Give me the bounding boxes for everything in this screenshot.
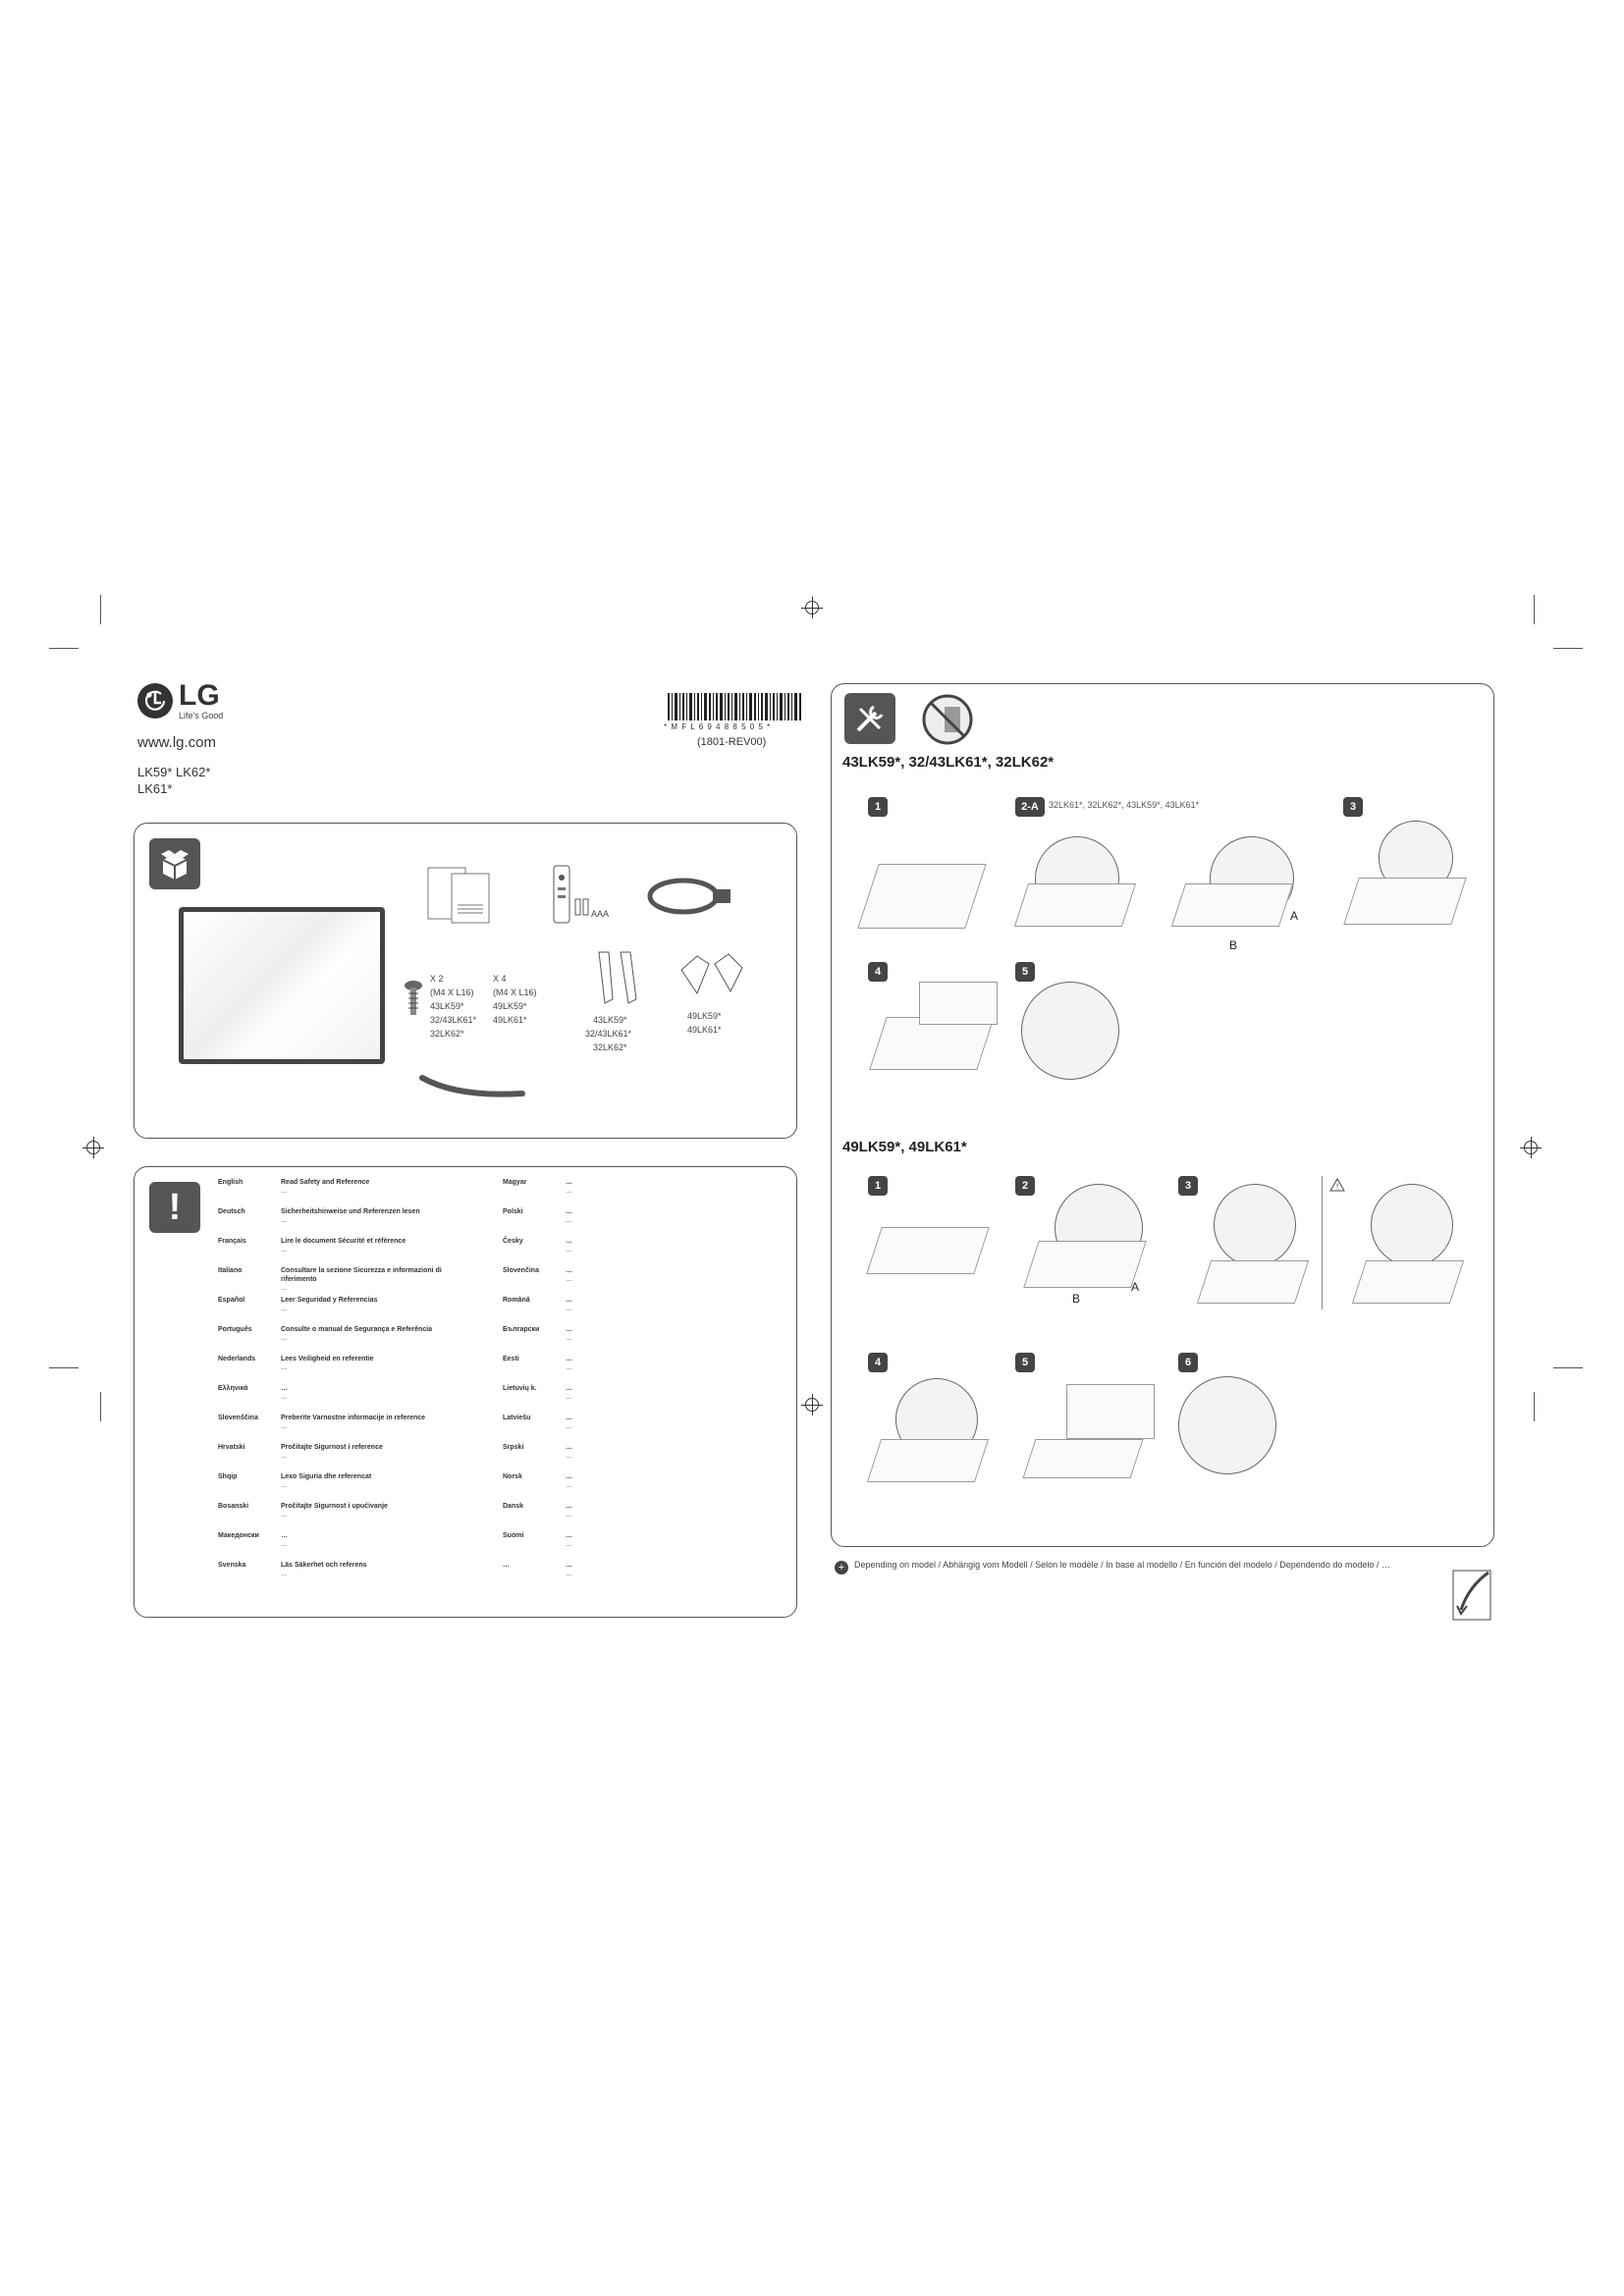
language-heading: … — [566, 1444, 572, 1451]
language-text — [281, 1384, 477, 1402]
registration-mark — [805, 601, 819, 614]
safety-language-row — [218, 1355, 473, 1382]
screw-b-model: 49LK59* — [493, 1001, 527, 1011]
stand-b-model: 49LK59* — [687, 1011, 722, 1021]
prohibited-icon — [921, 693, 974, 746]
language-heading: Läs Säkerhet och referens — [281, 1562, 367, 1569]
screw-a-spec: (M4 X L16) — [430, 988, 474, 997]
language-name: Ελληνικά — [218, 1385, 248, 1392]
language-body: … — [566, 1276, 572, 1283]
language-name: Suomi — [503, 1532, 524, 1539]
safety-language-row — [218, 1237, 473, 1264]
info-plus-icon: + — [835, 1561, 848, 1575]
stand-b-illustration — [677, 950, 746, 1004]
language-heading: Pročitajte Sigurnost i reference — [281, 1444, 383, 1451]
model-list-2: LK61* — [137, 781, 173, 796]
language-body: … — [281, 1364, 288, 1371]
safety-language-row — [503, 1384, 758, 1412]
step-number: 5 — [1015, 962, 1035, 982]
stand-b-model: 49LK61* — [687, 1025, 722, 1035]
brand-name: LG — [179, 679, 220, 712]
language-heading: Sicherheitshinweise und Referenzen lesen — [281, 1208, 420, 1215]
cable-holder-illustration — [418, 1072, 526, 1106]
language-heading: … — [566, 1326, 572, 1333]
language-body: … — [566, 1217, 572, 1224]
language-text — [281, 1531, 477, 1549]
language-text — [566, 1472, 762, 1490]
crop-mark — [100, 595, 101, 624]
section1-title: 43LK59*, 32/43LK61*, 32LK62* — [842, 754, 1055, 771]
language-body: … — [566, 1512, 572, 1519]
language-body: … — [281, 1285, 288, 1292]
step-number: 1 — [868, 1176, 888, 1196]
warning-icon-box — [149, 1182, 200, 1233]
step-number: 2 — [1015, 1176, 1035, 1196]
step-1-illustration — [857, 864, 986, 929]
step-number: 3 — [1343, 797, 1363, 817]
language-name: Slovenčina — [503, 1267, 539, 1274]
language-text — [281, 1502, 477, 1520]
language-name: … — [503, 1562, 510, 1569]
safety-language-row — [218, 1443, 473, 1470]
language-heading: … — [566, 1208, 572, 1215]
safety-language-row — [503, 1237, 758, 1264]
screw-a-model: 32/43LK61* — [430, 1015, 477, 1025]
safety-language-row — [218, 1472, 473, 1500]
label-a: A — [1290, 909, 1299, 923]
language-name: Français — [218, 1238, 246, 1245]
language-text — [281, 1561, 477, 1578]
box-contents-icon — [149, 838, 200, 889]
barcode-graphic — [668, 693, 805, 721]
language-body: … — [281, 1482, 288, 1489]
language-name: Česky — [503, 1238, 523, 1245]
stand-a-model: 43LK59* — [593, 1015, 627, 1025]
language-name: Română — [503, 1297, 530, 1304]
language-text — [566, 1266, 762, 1284]
label-b-2: B — [1072, 1292, 1081, 1306]
barcode — [668, 693, 805, 721]
manuals-illustration — [426, 866, 495, 930]
language-heading: … — [566, 1415, 572, 1421]
safety-language-row — [503, 1472, 758, 1500]
step-4-tv — [919, 982, 998, 1025]
registration-mark — [1524, 1141, 1538, 1154]
s2-step-6-illustration — [1178, 1376, 1276, 1474]
s2-step-3a-base — [1197, 1260, 1309, 1304]
language-text — [566, 1414, 762, 1431]
cable-holder-icon — [418, 1072, 526, 1101]
language-heading: … — [566, 1385, 572, 1392]
language-name: Italiano — [218, 1267, 243, 1274]
language-name: Lietuvių k. — [503, 1385, 537, 1392]
stand-a-model: 32LK62* — [593, 1042, 627, 1052]
language-text — [566, 1531, 762, 1549]
language-name: English — [218, 1179, 244, 1186]
brand-tagline: Life's Good — [179, 711, 224, 721]
language-text — [566, 1443, 762, 1461]
language-name: Eesti — [503, 1356, 519, 1362]
language-text — [281, 1472, 477, 1490]
no-wall-icon — [921, 693, 974, 751]
language-name: Македонски — [218, 1532, 259, 1539]
screw-b-model: 49LK61* — [493, 1015, 527, 1025]
language-body: … — [281, 1217, 288, 1224]
language-heading: Consultare la sezione Sicurezza e informazioni di riferimento — [281, 1267, 442, 1283]
safety-language-row — [218, 1502, 473, 1529]
crop-mark — [49, 648, 79, 649]
safety-language-row — [218, 1178, 473, 1205]
language-text — [566, 1355, 762, 1372]
lg-logo-icon — [135, 681, 175, 721]
s2-step-1-illustration — [866, 1227, 990, 1274]
language-text — [281, 1207, 477, 1225]
language-body: … — [281, 1423, 288, 1430]
screw-icon — [403, 980, 424, 1019]
step-number: 5 — [1015, 1353, 1035, 1372]
safety-language-row — [218, 1266, 473, 1294]
step-2a-base — [1014, 883, 1136, 927]
crop-mark — [1534, 595, 1535, 624]
step-5-illustration — [1021, 982, 1119, 1080]
language-heading: … — [566, 1238, 572, 1245]
battery-label: AAA — [591, 909, 610, 919]
language-name: Dansk — [503, 1503, 524, 1510]
language-heading: Leer Seguridad y Referencias — [281, 1297, 378, 1304]
language-heading: Consulte o manual de Segurança e Referência — [281, 1326, 433, 1333]
language-text — [281, 1178, 477, 1196]
s2-step-5-tv — [1066, 1384, 1155, 1439]
stand-a-model: 32/43LK61* — [585, 1029, 632, 1039]
language-body: … — [281, 1453, 288, 1460]
language-heading: Lexo Siguria dhe referencat — [281, 1473, 372, 1480]
safety-language-row — [218, 1384, 473, 1412]
caution-icon — [1329, 1178, 1345, 1192]
crop-mark — [1553, 648, 1583, 649]
language-heading: Read Safety and Reference — [281, 1179, 370, 1186]
safety-language-row — [503, 1178, 758, 1205]
language-text — [566, 1237, 762, 1255]
step-number: 4 — [868, 1353, 888, 1372]
language-name: Slovenščina — [218, 1415, 258, 1421]
screw-a-qty: X 2 — [430, 974, 444, 984]
screwdriver-wrench-icon — [852, 701, 888, 736]
stand-leg-icon — [593, 950, 642, 1005]
step-number: 1 — [868, 797, 888, 817]
language-heading: … — [566, 1179, 572, 1186]
language-body: … — [566, 1188, 572, 1195]
language-text — [566, 1384, 762, 1402]
language-body: … — [281, 1306, 288, 1312]
step-number: 3 — [1178, 1176, 1198, 1196]
tv-illustration — [179, 907, 385, 1064]
power-cord-illustration — [644, 872, 742, 926]
divider-line — [1322, 1176, 1323, 1309]
language-text — [566, 1325, 762, 1343]
safety-language-row — [503, 1355, 758, 1382]
exclamation-icon: ! — [168, 1186, 182, 1228]
step-3-base — [1343, 878, 1467, 925]
language-text — [566, 1207, 762, 1225]
safety-language-row — [503, 1561, 758, 1588]
safety-language-row — [218, 1531, 473, 1559]
screw-b-qty: X 4 — [493, 974, 507, 984]
language-body: … — [566, 1247, 572, 1254]
safety-language-row — [503, 1207, 758, 1235]
language-name: Norsk — [503, 1473, 522, 1480]
language-heading: … — [566, 1562, 572, 1569]
crop-mark — [1534, 1392, 1535, 1421]
language-text — [281, 1414, 477, 1431]
screw-a-model: 32LK62* — [430, 1029, 464, 1039]
language-heading: … — [566, 1503, 572, 1510]
manual-icon — [426, 866, 495, 925]
language-text — [281, 1325, 477, 1343]
s2-step-5-base — [1023, 1439, 1144, 1478]
crop-mark — [100, 1392, 101, 1421]
language-name: Deutsch — [218, 1208, 245, 1215]
language-heading: … — [281, 1532, 288, 1539]
lg-logo — [135, 681, 175, 725]
language-body: … — [566, 1541, 572, 1548]
language-body: … — [566, 1571, 572, 1577]
language-body: … — [281, 1188, 288, 1195]
stand-base-icon — [677, 950, 746, 999]
language-text — [566, 1296, 762, 1313]
language-text — [281, 1237, 477, 1255]
screw-icon-wrap — [403, 980, 424, 1024]
safety-language-row — [503, 1266, 758, 1294]
language-body: … — [566, 1423, 572, 1430]
step-2a-note: 32LK61*, 32LK62*, 43LK59*, 43LK61* — [1049, 800, 1200, 810]
language-name: Български — [503, 1326, 540, 1333]
language-name: Srpski — [503, 1444, 524, 1451]
model-list-1: LK59* LK62* — [137, 765, 211, 779]
language-heading: … — [566, 1297, 572, 1304]
language-name: Polski — [503, 1208, 523, 1215]
language-heading: … — [281, 1385, 288, 1392]
s2-step-3b-illustration — [1371, 1184, 1453, 1266]
language-name: Bosanski — [218, 1503, 249, 1510]
language-heading: Lire le document Sécurité et référence — [281, 1238, 406, 1245]
language-name: Español — [218, 1297, 245, 1304]
language-heading: Pročitajte Sigurnost i upućivanje — [281, 1503, 388, 1510]
crop-mark — [49, 1367, 79, 1368]
language-heading: Preberite Varnostne informacije in reference — [281, 1415, 426, 1421]
language-name: Nederlands — [218, 1356, 256, 1362]
step-number: 2-A — [1015, 797, 1045, 817]
s2-step-3b-base — [1352, 1260, 1464, 1304]
safety-language-row — [503, 1296, 758, 1323]
tools-icon-box — [844, 693, 895, 744]
language-body: … — [281, 1512, 288, 1519]
safety-language-row — [503, 1443, 758, 1470]
safety-language-row — [218, 1296, 473, 1323]
language-text — [281, 1355, 477, 1372]
warning-triangle-icon — [1329, 1178, 1345, 1197]
page-curl-icon — [1449, 1567, 1494, 1624]
language-body: … — [281, 1571, 288, 1577]
safety-language-row — [218, 1325, 473, 1353]
screw-a-model: 43LK59* — [430, 1001, 464, 1011]
language-name: Português — [218, 1326, 252, 1333]
model-footnote: Depending on model / Abhängig vom Modell / Selon le modèle / In base al modello / En función del modelo / Dependendo do modelo / … — [854, 1560, 1390, 1570]
website-url[interactable]: www.lg.com — [137, 734, 217, 751]
language-text — [281, 1296, 477, 1313]
language-body: … — [566, 1306, 572, 1312]
safety-language-row — [218, 1561, 473, 1588]
language-body: … — [281, 1541, 288, 1548]
language-text — [566, 1178, 762, 1196]
language-name: Magyar — [503, 1179, 527, 1186]
language-name: Latviešu — [503, 1415, 531, 1421]
language-heading: Lees Veiligheid en referentie — [281, 1356, 374, 1362]
step-number: 4 — [868, 962, 888, 982]
safety-language-row — [503, 1414, 758, 1441]
language-text — [566, 1502, 762, 1520]
s2-step-3a-illustration — [1214, 1184, 1296, 1266]
page-turn-icon — [1449, 1567, 1494, 1629]
registration-mark — [805, 1398, 819, 1412]
language-body: … — [566, 1335, 572, 1342]
svg-text:!: ! — [1335, 1182, 1339, 1192]
language-body: … — [281, 1335, 288, 1342]
language-heading: … — [566, 1473, 572, 1480]
stand-a-illustration — [593, 950, 642, 1010]
screw-b-spec: (M4 X L16) — [493, 988, 537, 997]
safety-language-row — [218, 1207, 473, 1235]
step-4-illustration — [869, 1017, 995, 1070]
safety-language-row — [503, 1325, 758, 1353]
language-text — [281, 1443, 477, 1461]
language-body: … — [566, 1364, 572, 1371]
s2-step-4-base — [867, 1439, 989, 1482]
open-box-icon — [157, 846, 192, 881]
language-body: … — [281, 1394, 288, 1401]
safety-language-row — [503, 1531, 758, 1559]
label-a-2: A — [1131, 1280, 1140, 1294]
revision-code: (1801-REV00) — [697, 736, 767, 748]
crop-mark — [1553, 1367, 1583, 1368]
s2-step-2-base — [1023, 1241, 1147, 1288]
registration-mark — [86, 1141, 100, 1154]
language-body: … — [281, 1247, 288, 1254]
language-body: … — [566, 1482, 572, 1489]
safety-language-row — [503, 1502, 758, 1529]
section2-title: 49LK59*, 49LK61* — [842, 1139, 967, 1155]
language-name: Hrvatski — [218, 1444, 245, 1451]
language-heading: … — [566, 1356, 572, 1362]
barcode-number: * M F L 6 9 4 8 8 5 0 5 * — [664, 722, 772, 731]
language-body: … — [566, 1453, 572, 1460]
language-heading: … — [566, 1532, 572, 1539]
language-name: Shqip — [218, 1473, 238, 1480]
language-text — [281, 1266, 477, 1293]
language-heading: … — [566, 1267, 572, 1274]
safety-language-row — [218, 1414, 473, 1441]
language-name: Svenska — [218, 1562, 246, 1569]
language-text — [566, 1561, 762, 1578]
step-2b-base — [1171, 883, 1293, 927]
step-number: 6 — [1178, 1353, 1198, 1372]
label-b: B — [1229, 938, 1238, 952]
power-cord-icon — [644, 872, 742, 921]
language-body: … — [566, 1394, 572, 1401]
